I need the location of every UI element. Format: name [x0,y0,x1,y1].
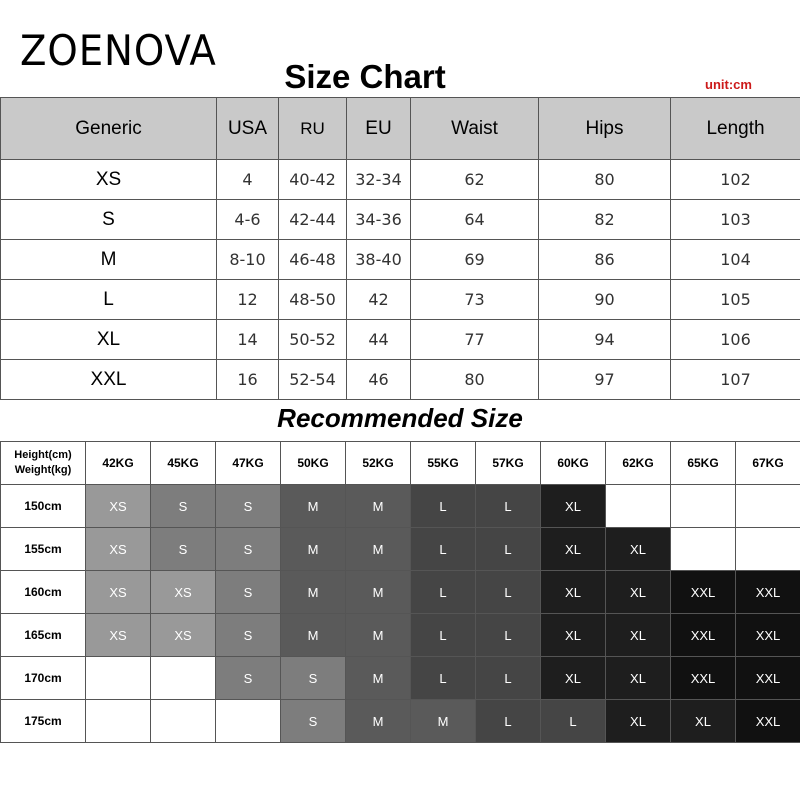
recommended-header-row [1,442,800,485]
height-weight-corner [1,442,86,485]
recommended-size-cell: S [281,700,346,743]
size-value-cell: 42-44 [279,200,347,240]
recommended-size-cell: XL [541,485,606,528]
size-value-cell: 104 [671,240,800,280]
size-value-cell: 69 [411,240,539,280]
size-value-cell: 97 [539,360,671,400]
size-value-cell: 14 [217,320,279,360]
recommended-size-cell: XL [606,657,671,700]
page-title: Size Chart [284,58,446,95]
recommended-size-cell: XL [606,700,671,743]
recommended-row [1,614,800,657]
recommended-size-cell [736,528,800,571]
size-value-cell: 102 [671,160,800,200]
size-generic-cell: XL [1,320,217,360]
size-value-cell: 48-50 [279,280,347,320]
size-value-cell: 46 [347,360,411,400]
recommended-size-cell [86,657,151,700]
size-value-cell: 103 [671,200,800,240]
height-cell: 165cm [1,614,86,657]
weight-header: 60KG [541,442,606,485]
size-row [1,160,800,200]
recommended-size-cell: L [476,528,541,571]
recommended-size-cell: XXL [736,657,800,700]
size-value-cell: 64 [411,200,539,240]
recommended-size-cell: L [476,657,541,700]
recommended-size-cell: XXL [736,571,800,614]
recommended-size-cell: XL [541,657,606,700]
recommended-size-cell: M [346,571,411,614]
recommended-size-cell: XS [86,485,151,528]
recommended-size-cell: XXL [736,614,800,657]
size-row [1,240,800,280]
recommended-size-cell: XXL [671,614,736,657]
recommended-row [1,700,800,743]
header-ru: RU [279,98,347,160]
size-row [1,280,800,320]
weight-header: 67KG [736,442,800,485]
height-cell: 150cm [1,485,86,528]
header-hips: Hips [539,98,671,160]
recommended-size-cell: XL [606,528,671,571]
recommended-size-cell: L [411,657,476,700]
recommended-size-cell [606,485,671,528]
recommended-size-cell: L [411,571,476,614]
recommended-size-cell: L [476,571,541,614]
recommended-size-cell: M [281,614,346,657]
size-value-cell: 44 [347,320,411,360]
size-value-cell: 90 [539,280,671,320]
recommended-size-cell: L [476,614,541,657]
size-value-cell: 42 [347,280,411,320]
size-value-cell: 73 [411,280,539,320]
recommended-size-cell: M [281,571,346,614]
recommended-size-cell: XS [151,571,216,614]
weight-header: 45KG [151,442,216,485]
height-cell: 160cm [1,571,86,614]
size-value-cell: 40-42 [279,160,347,200]
recommended-size-cell: XL [541,528,606,571]
recommended-size-cell: L [476,700,541,743]
header-length: Length [671,98,800,160]
size-value-cell: 107 [671,360,800,400]
recommended-size-cell [671,485,736,528]
recommended-size-cell: XL [606,571,671,614]
size-chart-table [0,97,800,400]
unit-label: unit:cm [705,77,752,92]
weight-header: 50KG [281,442,346,485]
recommended-size-cell: XS [86,571,151,614]
size-value-cell: 52-54 [279,360,347,400]
recommended-size-cell: S [216,571,281,614]
size-value-cell: 12 [217,280,279,320]
recommended-size-table [0,441,800,743]
recommended-size-cell: XL [541,614,606,657]
recommended-row [1,657,800,700]
recommended-size-cell: M [346,485,411,528]
recommended-size-cell: XS [151,614,216,657]
recommended-size-cell: XS [86,528,151,571]
size-generic-cell: M [1,240,217,280]
recommended-size-cell [86,700,151,743]
recommended-row [1,571,800,614]
corner-weight-label: Weight(kg) [14,464,72,476]
size-generic-cell: XXL [1,360,217,400]
recommended-size-cell: XL [541,571,606,614]
recommended-size-cell [151,700,216,743]
size-value-cell: 34-36 [347,200,411,240]
corner-height-label: Height(cm) [14,449,72,461]
recommended-size-cell: L [476,485,541,528]
recommended-size-cell: XXL [671,571,736,614]
size-table-header-row [1,98,800,160]
recommended-size-cell: XXL [671,657,736,700]
weight-header: 62KG [606,442,671,485]
recommended-size-cell: S [281,657,346,700]
weight-header: 55KG [411,442,476,485]
size-value-cell: 86 [539,240,671,280]
recommended-size-cell: M [346,614,411,657]
recommended-size-cell: L [411,528,476,571]
size-generic-cell: S [1,200,217,240]
height-cell: 175cm [1,700,86,743]
size-value-cell: 32-34 [347,160,411,200]
recommended-size-cell [671,528,736,571]
recommended-size-cell: XS [86,614,151,657]
recommended-row [1,485,800,528]
recommended-size-cell: S [216,614,281,657]
recommended-size-cell: S [151,528,216,571]
brand-logo: ZOENOVA [20,26,217,75]
size-row [1,360,800,400]
weight-header: 42KG [86,442,151,485]
size-row [1,200,800,240]
size-value-cell: 80 [411,360,539,400]
size-value-cell: 94 [539,320,671,360]
height-cell: 155cm [1,528,86,571]
weight-header: 57KG [476,442,541,485]
recommended-size-cell: S [151,485,216,528]
weight-header: 52KG [346,442,411,485]
recommended-size-cell: M [281,485,346,528]
size-row [1,320,800,360]
header-usa: USA [217,98,279,160]
size-value-cell: 46-48 [279,240,347,280]
recommended-row [1,528,800,571]
recommended-size-cell [736,485,800,528]
size-value-cell: 106 [671,320,800,360]
size-value-cell: 62 [411,160,539,200]
recommended-size-cell: L [411,485,476,528]
size-value-cell: 16 [217,360,279,400]
recommended-size-cell [216,700,281,743]
recommended-size-cell: XXL [736,700,800,743]
size-value-cell: 4 [217,160,279,200]
recommended-size-cell: S [216,528,281,571]
recommended-title: Recommended Size [277,403,523,433]
size-value-cell: 77 [411,320,539,360]
recommended-size-cell: XL [671,700,736,743]
recommended-size-cell: M [346,528,411,571]
weight-header: 65KG [671,442,736,485]
size-value-cell: 50-52 [279,320,347,360]
size-value-cell: 4-6 [217,200,279,240]
header-waist: Waist [411,98,539,160]
size-value-cell: 8-10 [217,240,279,280]
recommended-size-cell: XL [606,614,671,657]
recommended-size-cell: M [411,700,476,743]
recommended-size-cell [151,657,216,700]
recommended-size-cell: S [216,485,281,528]
size-value-cell: 82 [539,200,671,240]
recommended-size-cell: M [346,657,411,700]
header-eu: EU [347,98,411,160]
recommended-size-cell: L [411,614,476,657]
recommended-size-cell: L [541,700,606,743]
size-generic-cell: XS [1,160,217,200]
size-value-cell: 105 [671,280,800,320]
size-value-cell: 80 [539,160,671,200]
recommended-size-cell: M [346,700,411,743]
size-generic-cell: L [1,280,217,320]
weight-header: 47KG [216,442,281,485]
height-cell: 170cm [1,657,86,700]
recommended-size-cell: S [216,657,281,700]
header-generic: Generic [1,98,217,160]
size-value-cell: 38-40 [347,240,411,280]
recommended-size-cell: M [281,528,346,571]
